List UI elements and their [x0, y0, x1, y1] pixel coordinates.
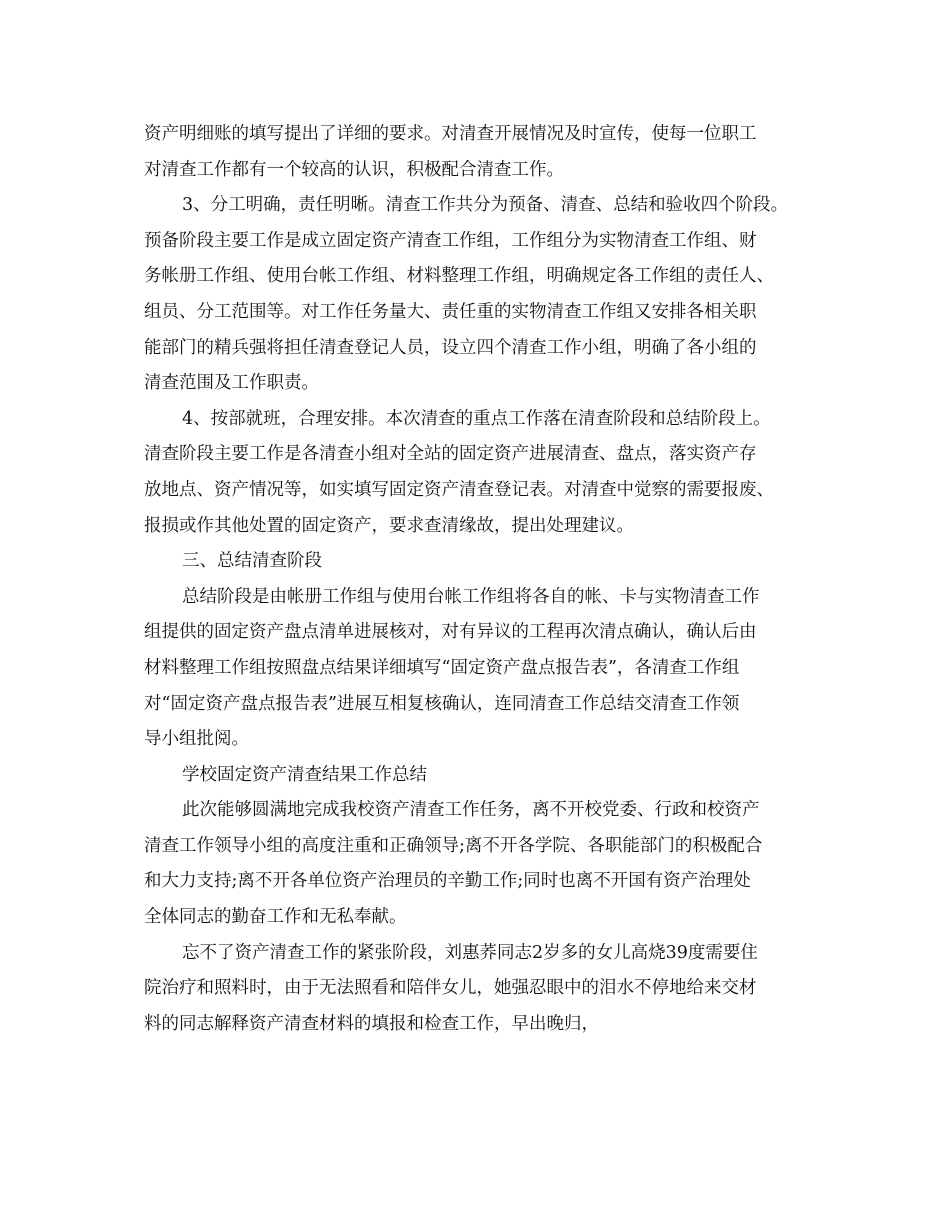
text-line: 清查阶段主要工作是各清查小组对全站的固定资产进展清查、盘点，落实资产存	[144, 444, 757, 465]
text-line: 清查工作领导小组的高度注重和正确领导;离不开各学院、各职能部门的积极配合	[144, 835, 763, 856]
text-line: 4、按部就班，合理安排。本次清查的重点工作落在清查阶段和总结阶段上。	[182, 408, 771, 429]
text-line: 此次能够圆满地完成我校资产清查工作任务，离不开校党委、行政和校资产	[182, 800, 760, 821]
text-line: 报损或作其他处置的固定资产，要求查清缘故，提出处理建议。	[144, 515, 634, 536]
text-line: 总结阶段是由帐册工作组与使用台帐工作组将各自的帐、卡与实物清查工作	[182, 586, 760, 607]
text-line: 组提供的固定资产盘点清单进展核对，对有异议的工程再次清点确认，确认后由	[144, 622, 757, 643]
text-line: 材料整理工作组按照盘点结果详细填写“固定资产盘点报告表”，各清查工作组	[144, 657, 740, 678]
text-line: 清查范围及工作职责。	[144, 373, 319, 394]
text-line: 三、总结清查阶段	[182, 551, 322, 572]
text-line: 能部门的精兵强将担任清查登记人员，设立四个清查工作小组，明确了各小组的	[144, 337, 757, 358]
text-line: 和大力支持;离不开各单位资产治理员的辛勤工作;同时也离不开国有资产治理处	[144, 871, 751, 892]
text-line: 对清查工作都有一个较高的认识，积极配合清查工作。	[144, 159, 564, 180]
text-line: 对“固定资产盘点报告表”进展互相复核确认，连同清查工作总结交清查工作领	[144, 693, 740, 714]
text-line: 全体同志的勤奋工作和无私奉献。	[144, 907, 407, 928]
text-line: 3、分工明确，责任明晰。清查工作共分为预备、清查、总结和验收四个阶段。	[182, 195, 789, 216]
text-line: 务帐册工作组、使用台帐工作组、材料整理工作组，明确规定各工作组的责任人、	[144, 266, 774, 287]
text-line: 忘不了资产清查工作的紧张阶段，刘惠荞同志2岁多的女儿高烧39度需要住	[182, 942, 758, 963]
text-line: 组员、分工范围等。对工作任务量大、责任重的实物清查工作组又安排各相关职	[144, 301, 757, 322]
text-line: 放地点、资产情况等，如实填写固定资产清查登记表。对清查中觉察的需要报废、	[144, 479, 774, 500]
text-line: 院治疗和照料时，由于无法照看和陪伴女儿，她强忍眼中的泪水不停地给来交材	[144, 978, 757, 999]
text-line: 资产明细账的填写提出了详细的要求。对清查开展情况及时宣传，使每一位职工	[144, 124, 757, 144]
document-body	[144, 117, 844, 1042]
text-line: 学校固定资产清查结果工作总结	[182, 764, 427, 785]
text-line: 预备阶段主要工作是成立固定资产清查工作组，工作组分为实物清查工作组、财	[144, 230, 757, 251]
text-line: 料的同志解释资产清查材料的填报和检查工作，早出晚归，	[144, 1013, 599, 1034]
text-line: 导小组批阅。	[144, 729, 249, 750]
